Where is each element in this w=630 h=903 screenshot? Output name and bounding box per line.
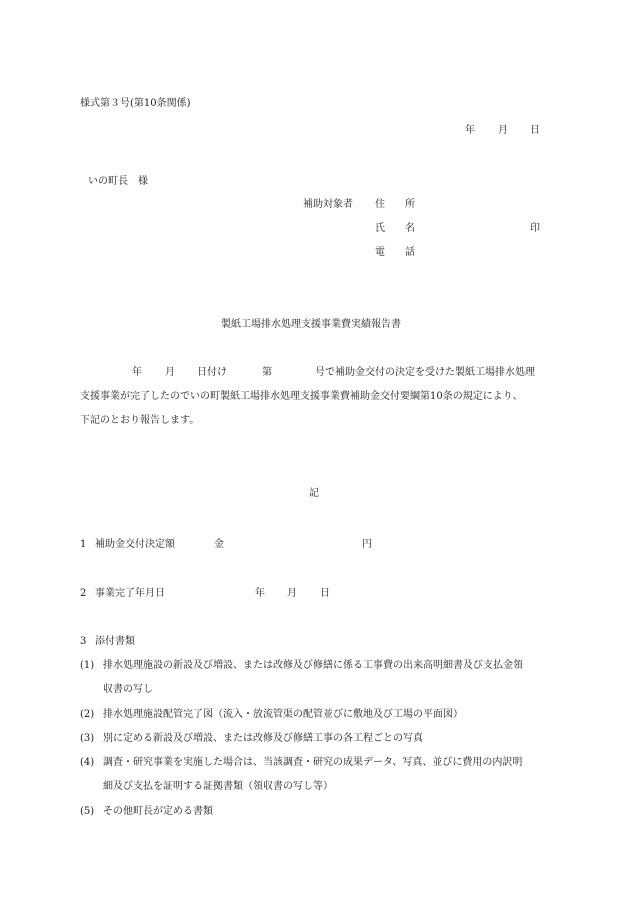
section-3-label: 添付書類 bbox=[95, 636, 135, 647]
attachment-item-1-line2: 収書の写し bbox=[103, 684, 153, 695]
section-1-yen: 円 bbox=[362, 539, 372, 550]
form-label: 様式第３号(第10条関係) bbox=[80, 98, 191, 109]
attachment-item-4-line1: 調査・研究事業を実施した場合は、当該調査・研究の成果データ、写真、並びに費用の内訳明 bbox=[103, 757, 523, 768]
intro-line3: 下記のとおり報告します。 bbox=[80, 415, 200, 426]
ki-heading: 記 bbox=[309, 488, 319, 499]
applicant-role-label: 補助対象者 bbox=[303, 199, 353, 210]
attachment-item-1-number: (1) bbox=[80, 660, 95, 671]
intro-dated: 日付け bbox=[197, 367, 227, 378]
attachment-item-3-number: (3) bbox=[80, 733, 95, 744]
seal-mark: 印 bbox=[530, 223, 540, 234]
intro-month: 月 bbox=[165, 367, 175, 378]
intro-line2: 支援事業が完了したのでいの町製紙工場排水処理支援事業費補助金交付要綱第10条の規定により、 bbox=[80, 391, 523, 402]
address-label: 住 所 bbox=[375, 199, 415, 210]
section-2-month: 月 bbox=[287, 588, 297, 599]
attachment-item-3-line1: 別に定める新設及び増設、または改修及び修繕工事の各工程ごとの写真 bbox=[103, 733, 423, 744]
date-year: 年 bbox=[465, 125, 475, 136]
intro-line1-tail: 号で補助金交付の決定を受けた製紙工場排水処理 bbox=[315, 367, 535, 378]
attachment-item-2-line1: 排水処理施設配管完了図（流入・放流管渠の配管並びに敷地及び工場の平面図） bbox=[103, 709, 463, 720]
section-1-number: 1 bbox=[80, 539, 87, 550]
intro-no-prefix: 第 bbox=[262, 367, 272, 378]
document-title: 製紙工場排水処理支援事業費実績報告書 bbox=[221, 319, 401, 330]
section-3-number: 3 bbox=[80, 636, 87, 647]
section-1-label: 補助金交付決定額 bbox=[95, 539, 175, 550]
intro-year: 年 bbox=[132, 367, 142, 378]
attachment-item-5-line1: その他町長が定める書類 bbox=[103, 806, 213, 817]
date-month: 月 bbox=[498, 125, 508, 136]
phone-label: 電 話 bbox=[375, 247, 415, 258]
attachment-item-2-number: (2) bbox=[80, 709, 95, 720]
addressee: いの町長 様 bbox=[88, 176, 148, 187]
attachment-item-4-number: (4) bbox=[80, 757, 95, 768]
date-day: 日 bbox=[530, 125, 540, 136]
section-2-day: 日 bbox=[320, 588, 330, 599]
section-2-year: 年 bbox=[255, 588, 265, 599]
section-2-number: 2 bbox=[80, 588, 87, 599]
name-label: 氏 名 bbox=[375, 223, 415, 234]
section-2-label: 事業完了年月日 bbox=[95, 588, 165, 599]
section-1-kin: 金 bbox=[214, 539, 224, 550]
attachment-item-5-number: (5) bbox=[80, 806, 95, 817]
attachment-item-1-line1: 排水処理施設の新設及び増設、または改修及び修繕に係る工事費の出来高明細書及び支払金領 bbox=[103, 660, 523, 671]
attachment-item-4-line2: 細及び支払を証明する証拠書類（領収書の写し等） bbox=[103, 781, 333, 792]
